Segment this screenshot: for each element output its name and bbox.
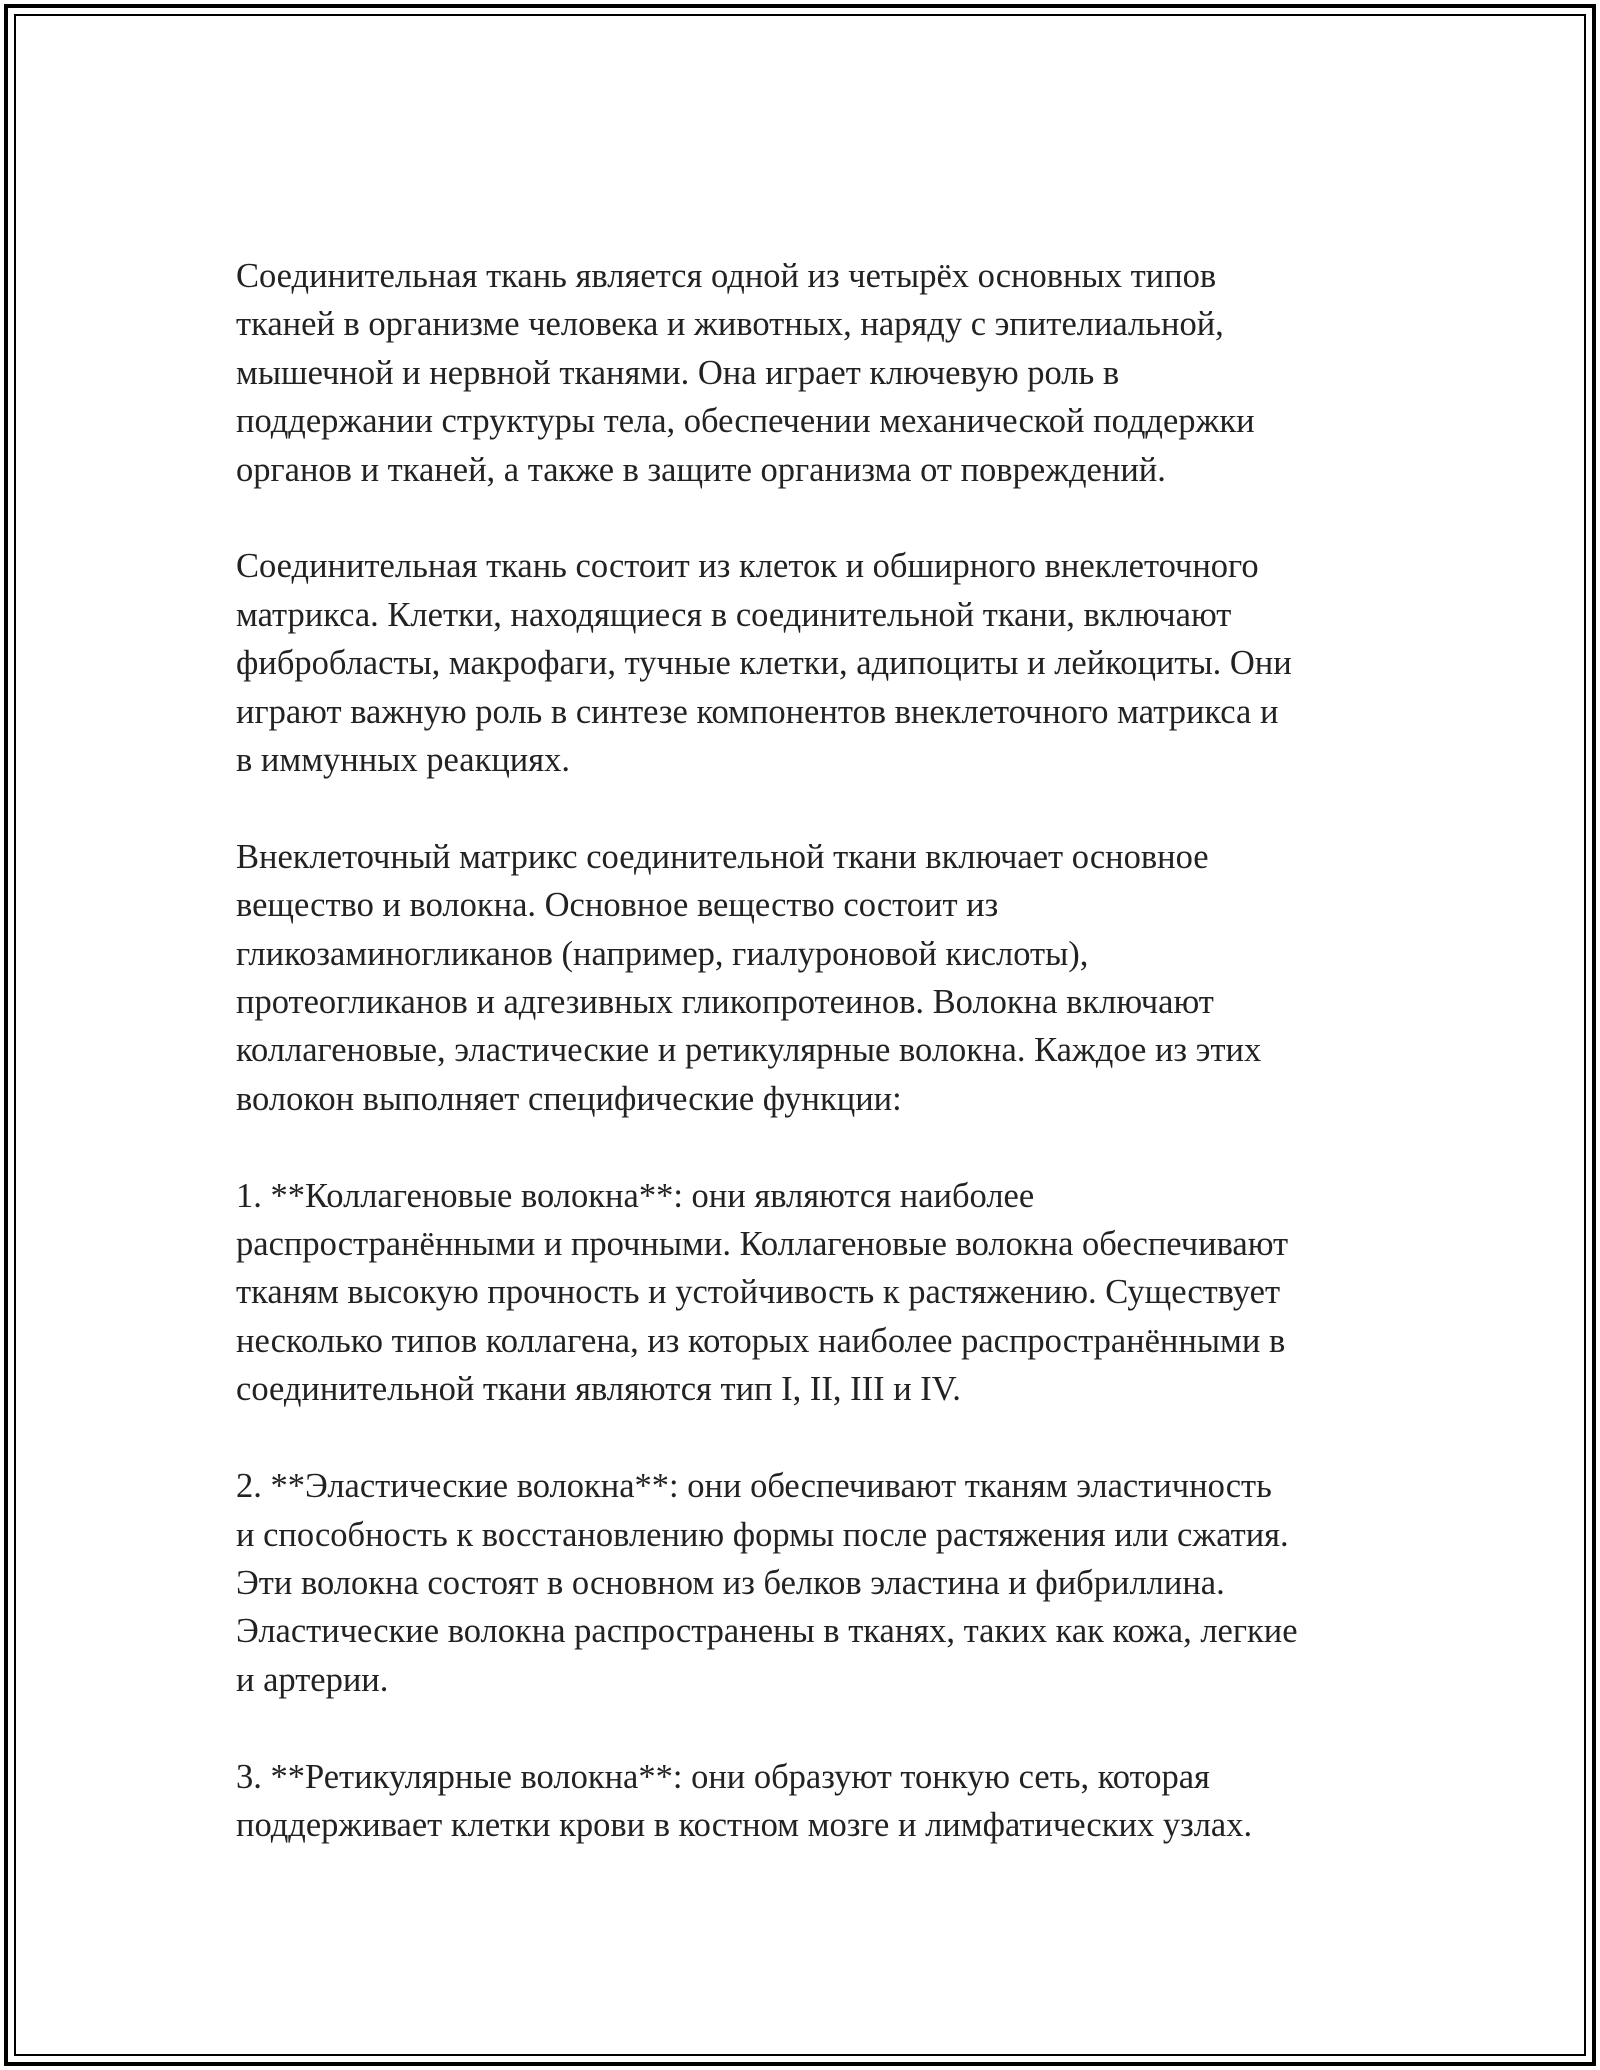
- paragraph-matrix: Внеклеточный матрикс соединительной ткани включает основное вещество и волокна. Основное вещество состоит из гликозаминогликанов (например, гиалуроновой кислоты), протеогликанов и адгезивных гликопротеинов. Волокна включают коллагеновые, эластические и ретикулярные волокна. Каждое из этих волокон выполняет специфические функции:: [236, 837, 1262, 1118]
- list-item-elastic: 2. **Эластические волокна**: они обеспечивают тканям эластичность и способность к восстановлению формы после растяжения или сжатия. Эти волокна состоят в основном из белков эластина и фибриллина. Эластические волокна распространены в тканях, таких как кожа, легкие и артерии.: [236, 1467, 1298, 1699]
- list-item-collagen: 1. **Коллагеновые волокна**: они являются наиболее распространёнными и прочными. Коллагеновые волокна обеспечивают тканям высокую прочность и устойчивость к растяжению. Существует несколько типов коллагена, из которых наиболее распространёнными в соединительной ткани являются тип I, II, III и IV.: [236, 1176, 1289, 1409]
- paragraph-cells: Соединительная ткань состоит из клеток и обширного внеклеточного матрикса. Клетки, находящиеся в соединительной ткани, включают фибробласты, макрофаги, тучные клетки, адипоциты и лейкоциты. Они играют важную роль в синтезе компонентов внеклеточного матрикса и в иммунных реакциях.: [236, 547, 1292, 780]
- list-item-reticular: 3. **Ретикулярные волокна**: они образуют тонкую сеть, которая поддерживает клетки крови в костном мозге и лимфатических узлах.: [236, 1757, 1253, 1844]
- document-body: [236, 252, 1366, 1849]
- paragraph-intro: Соединительная ткань является одной из четырёх основных типов тканей в организме человека и животных, наряду с эпителиальной, мышечной и нервной тканями. Она играет ключевую роль в поддержании структуры тела, обеспечении механической поддержки органов и тканей, а также в защите организма от повреждений.: [236, 257, 1255, 489]
